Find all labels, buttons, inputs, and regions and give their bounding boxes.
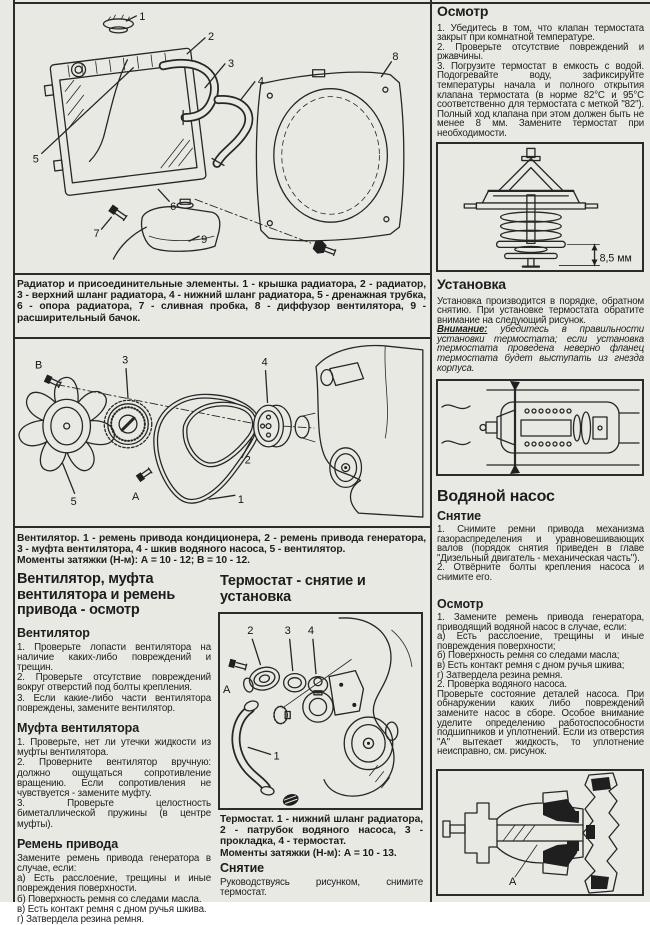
plug-drawing xyxy=(281,792,300,808)
fan-figure xyxy=(15,339,430,524)
leak-hole-label: A xyxy=(509,876,517,888)
dimension-label: 8,5 мм xyxy=(599,252,632,265)
pump-inspection-block xyxy=(437,597,644,757)
paragraph: Установка производится в порядке, обратном снятию. При установке термостата обратите внимание на следующий рисунок. xyxy=(437,295,644,326)
upper-hose-drawing xyxy=(163,64,214,125)
subsection-title-fan: Вентилятор xyxy=(17,625,90,640)
fan-clutch-drawing xyxy=(104,400,151,447)
section-title-fan-inspection: Вентилятор, муфта вентилятора и ремень привода - осмотр xyxy=(17,571,176,618)
clutch-check-text xyxy=(17,738,211,830)
section-title-inspection: Осмотр xyxy=(437,3,489,19)
subsection-title-removal: Снятие xyxy=(220,861,265,875)
paragraph: 1. Проверьте лопасти вентилятора на наличие каких-либо повреждений и трещин. xyxy=(17,641,211,673)
paragraph: Замените ремень привода генератора в случае, если: xyxy=(17,852,211,874)
radiator-figure-box xyxy=(13,2,432,275)
radiator-drawing xyxy=(42,48,206,197)
section-title-water-pump: Водяной насос xyxy=(437,488,555,505)
callout-label: 2 xyxy=(244,454,251,467)
list-item: г) Затвердела резина ремня. xyxy=(437,669,563,681)
callout-label: 8 xyxy=(392,50,399,63)
fan-inspection-column xyxy=(17,571,211,925)
impeller-flange-drawing xyxy=(583,773,619,893)
pump-stub-drawing xyxy=(241,664,282,695)
warning-lead: Внимание: xyxy=(437,324,488,336)
paragraph: 1. Убедитесь в том, что клапан термостата закрыт при комнатной температуре. xyxy=(437,22,644,44)
thermostat-removal-block xyxy=(220,861,423,898)
paragraph: 2. Проверка водяного насоса. xyxy=(437,679,567,691)
radiator-cap-drawing xyxy=(103,15,133,33)
subsection-title-clutch: Муфта вентилятора xyxy=(17,720,140,735)
gasket-drawing xyxy=(284,674,306,692)
callout-label: 4 xyxy=(307,625,315,638)
fan-check-text xyxy=(17,643,211,714)
pump-removal-block xyxy=(437,509,644,583)
subsection-title-belt: Ремень привода xyxy=(17,836,119,851)
list-item: а) Есть расслоение, трещины и иные повреждения поверхности; xyxy=(437,631,644,652)
water-pump-drawing xyxy=(443,791,583,875)
list-item: а) Есть расслоение, трещины и иные повреждения поверхности. xyxy=(17,873,211,895)
section-title-thermostat: Термостат - снятие и установка xyxy=(220,573,366,605)
callout-label: 9 xyxy=(201,234,208,247)
radiator-figure-caption: Радиатор и присоединительные элементы. 1 - крышка радиатора, 2 - радиатор, 3 - верхний шланг радиатора, 4 - нижний шланг радиатора, 5 - дренажная трубка, 6 - опора радиатора, 7 - сливная пробка, 8 - диффузор вентилятора, 9 - расширительный бачок. xyxy=(17,279,426,324)
callout-label: B xyxy=(35,359,43,372)
thermostat-section-figure-box xyxy=(436,142,644,272)
paragraph: 2. Проверьте отсутствие повреждений вокруг отверстий под болты крепления. xyxy=(17,672,211,694)
callout-label: A xyxy=(223,683,231,696)
hose-clamp-drawing xyxy=(274,706,290,723)
drain-plug-drawing xyxy=(108,205,127,222)
callout-label: 5 xyxy=(70,496,77,509)
shroud-bolt-drawing xyxy=(312,238,337,259)
callout-label: A xyxy=(131,491,140,504)
callout-label: 1 xyxy=(139,10,146,23)
fan-drawing xyxy=(17,377,117,475)
list-item: г) Затвердела резина ремня. xyxy=(17,913,144,925)
thermostat-figure-box xyxy=(218,612,423,810)
callout-label: 4 xyxy=(261,356,268,369)
callout-label: 1 xyxy=(273,750,280,763)
paragraph: 1. Снимите ремни привода механизма газораспределения и уравновешивающих валов (порядок снятия приведен в главе "Дизельный двигатель - механическая часть"). xyxy=(437,524,644,564)
water-pump-figure-box xyxy=(436,769,644,896)
thermostat-section-figure xyxy=(438,144,642,270)
paragraph: 3. Погрузите термостат в емкость с водой. Подогревайте воду, зафиксируйте температуры начала и полного открытия клапана термостата (в норме 82°С и 95°С соответственно для термостата с меткой "82"). Полный ход клапана при этом должен быть не менее 8 мм. Замените термостат при необходимости. xyxy=(437,60,644,140)
thermostat-removal-figure xyxy=(220,614,421,808)
warning-note xyxy=(437,325,644,373)
fan-caption-text: Вентилятор. 1 - ремень привода кондиционера, 2 - ремень привода генератора, 3 - муфта вентилятора, 4 - шкив водяного насоса, 5 - вентилятор. xyxy=(17,533,426,556)
subsection-title-pump-removal: Снятие xyxy=(437,509,482,523)
callout-label: 3 xyxy=(122,354,129,367)
thermostat-figure-caption xyxy=(220,814,423,859)
fan-figure-box xyxy=(13,337,432,528)
dimension-lines xyxy=(559,244,599,265)
callout-label: 5 xyxy=(32,153,39,166)
thermostat-inspection-block xyxy=(437,4,644,139)
thermostat-caption-text: Термостат. 1 - нижний шланг радиатора, 2 - патрубок водяного насоса, 3 - прокладка, 4 - термостат. xyxy=(220,814,423,848)
installation-block xyxy=(437,277,644,373)
callout-label: 4 xyxy=(257,75,264,88)
callout-label: 2 xyxy=(208,30,215,43)
callout-label: 3 xyxy=(284,625,291,638)
radiator-figure xyxy=(15,4,430,271)
lower-hose-part-drawing xyxy=(236,699,275,796)
thermostat-installed-figure-box xyxy=(436,379,644,476)
housing-drawing xyxy=(442,390,639,465)
paragraph: 1. Проверьте, нет ли утечки жидкости из муфты вентилятора. xyxy=(17,736,211,759)
list-item: в) Есть контакт ремня с дном ручья шкива. xyxy=(17,903,207,915)
fan-shroud-drawing xyxy=(256,70,403,241)
engine-drawing xyxy=(295,346,423,518)
expansion-tank-drawing xyxy=(113,199,219,259)
thermostat-leader-lines xyxy=(248,639,316,754)
thermostat-torque-text: Моменты затяжки (Н-м): А = 10 - 13. xyxy=(220,847,397,859)
list-item: б) Поверхность ремня со следами масла. xyxy=(17,893,202,905)
list-item: в) Есть контакт ремня с дном ручья шкива; xyxy=(437,659,625,671)
callout-label: 7 xyxy=(93,228,100,241)
callout-label: 3 xyxy=(227,57,235,70)
thermostat-installed-figure xyxy=(438,381,642,474)
bolt-a-drawing xyxy=(136,467,153,482)
subsection-title-pump-inspection: Осмотр xyxy=(437,597,484,611)
thermostat-flange-drawing xyxy=(480,381,607,474)
lower-hose-drawing xyxy=(212,99,249,165)
paragraph: 3. Проверьте целостность биметаллической пружины (в центре муфты). xyxy=(17,798,211,830)
paragraph: 2. Проверьте отсутствие повреждений и ржавчины. xyxy=(437,41,644,63)
list-item: б) Поверхность ремня со следами масла; xyxy=(437,650,620,662)
paragraph: 1. Замените ремень привода генератора, приводящий водяной насос в случае, если: xyxy=(437,612,644,633)
paragraph: 3. Если какие-либо части вентилятора повреждены, замените вентилятор. xyxy=(17,692,211,714)
fan-torque-text: Моменты затяжки (Н-м): А = 10 - 12; В = 10 - 12. xyxy=(17,555,250,567)
paragraph: Проверьте состояние деталей насоса. При обнаружении каких либо повреждений замените насос в сборе. Особое внимание уделите определению работоспособности подшипников и уплотнений. Если из отверстия "А" вытекает жидкость, то уплотнение неисправно, см. рисунок. xyxy=(437,688,644,758)
fan-figure-caption xyxy=(17,533,426,567)
water-pump-figure xyxy=(438,771,642,894)
paragraph: 2. Проверните вентилятор вручную: должно ощущаться сопротивление вращению. Если сопротивления не чувствуется - замените муфту. xyxy=(17,757,211,799)
callout-label: 1 xyxy=(237,494,244,507)
belt-check-text xyxy=(17,854,211,925)
paragraph: 2. Отвёрните болты крепления насоса и снимите его. xyxy=(437,562,644,583)
belts-drawing xyxy=(156,396,259,501)
callout-label: 2 xyxy=(247,625,254,638)
callout-label: 6 xyxy=(170,201,177,214)
leak-hole-leader xyxy=(515,845,537,877)
warning-body: убедитесь в правильности установки термостата; если установка термостата проведена неверно фланец термостата будет выступать из гнезда корпуса. xyxy=(437,324,644,374)
thermostat-bolt-drawing xyxy=(228,659,247,671)
paragraph: Руководствуясь рисунком, снимите термостат. xyxy=(220,877,423,899)
section-title-installation: Установка xyxy=(437,276,506,292)
thermostat-section-drawing xyxy=(464,148,597,266)
